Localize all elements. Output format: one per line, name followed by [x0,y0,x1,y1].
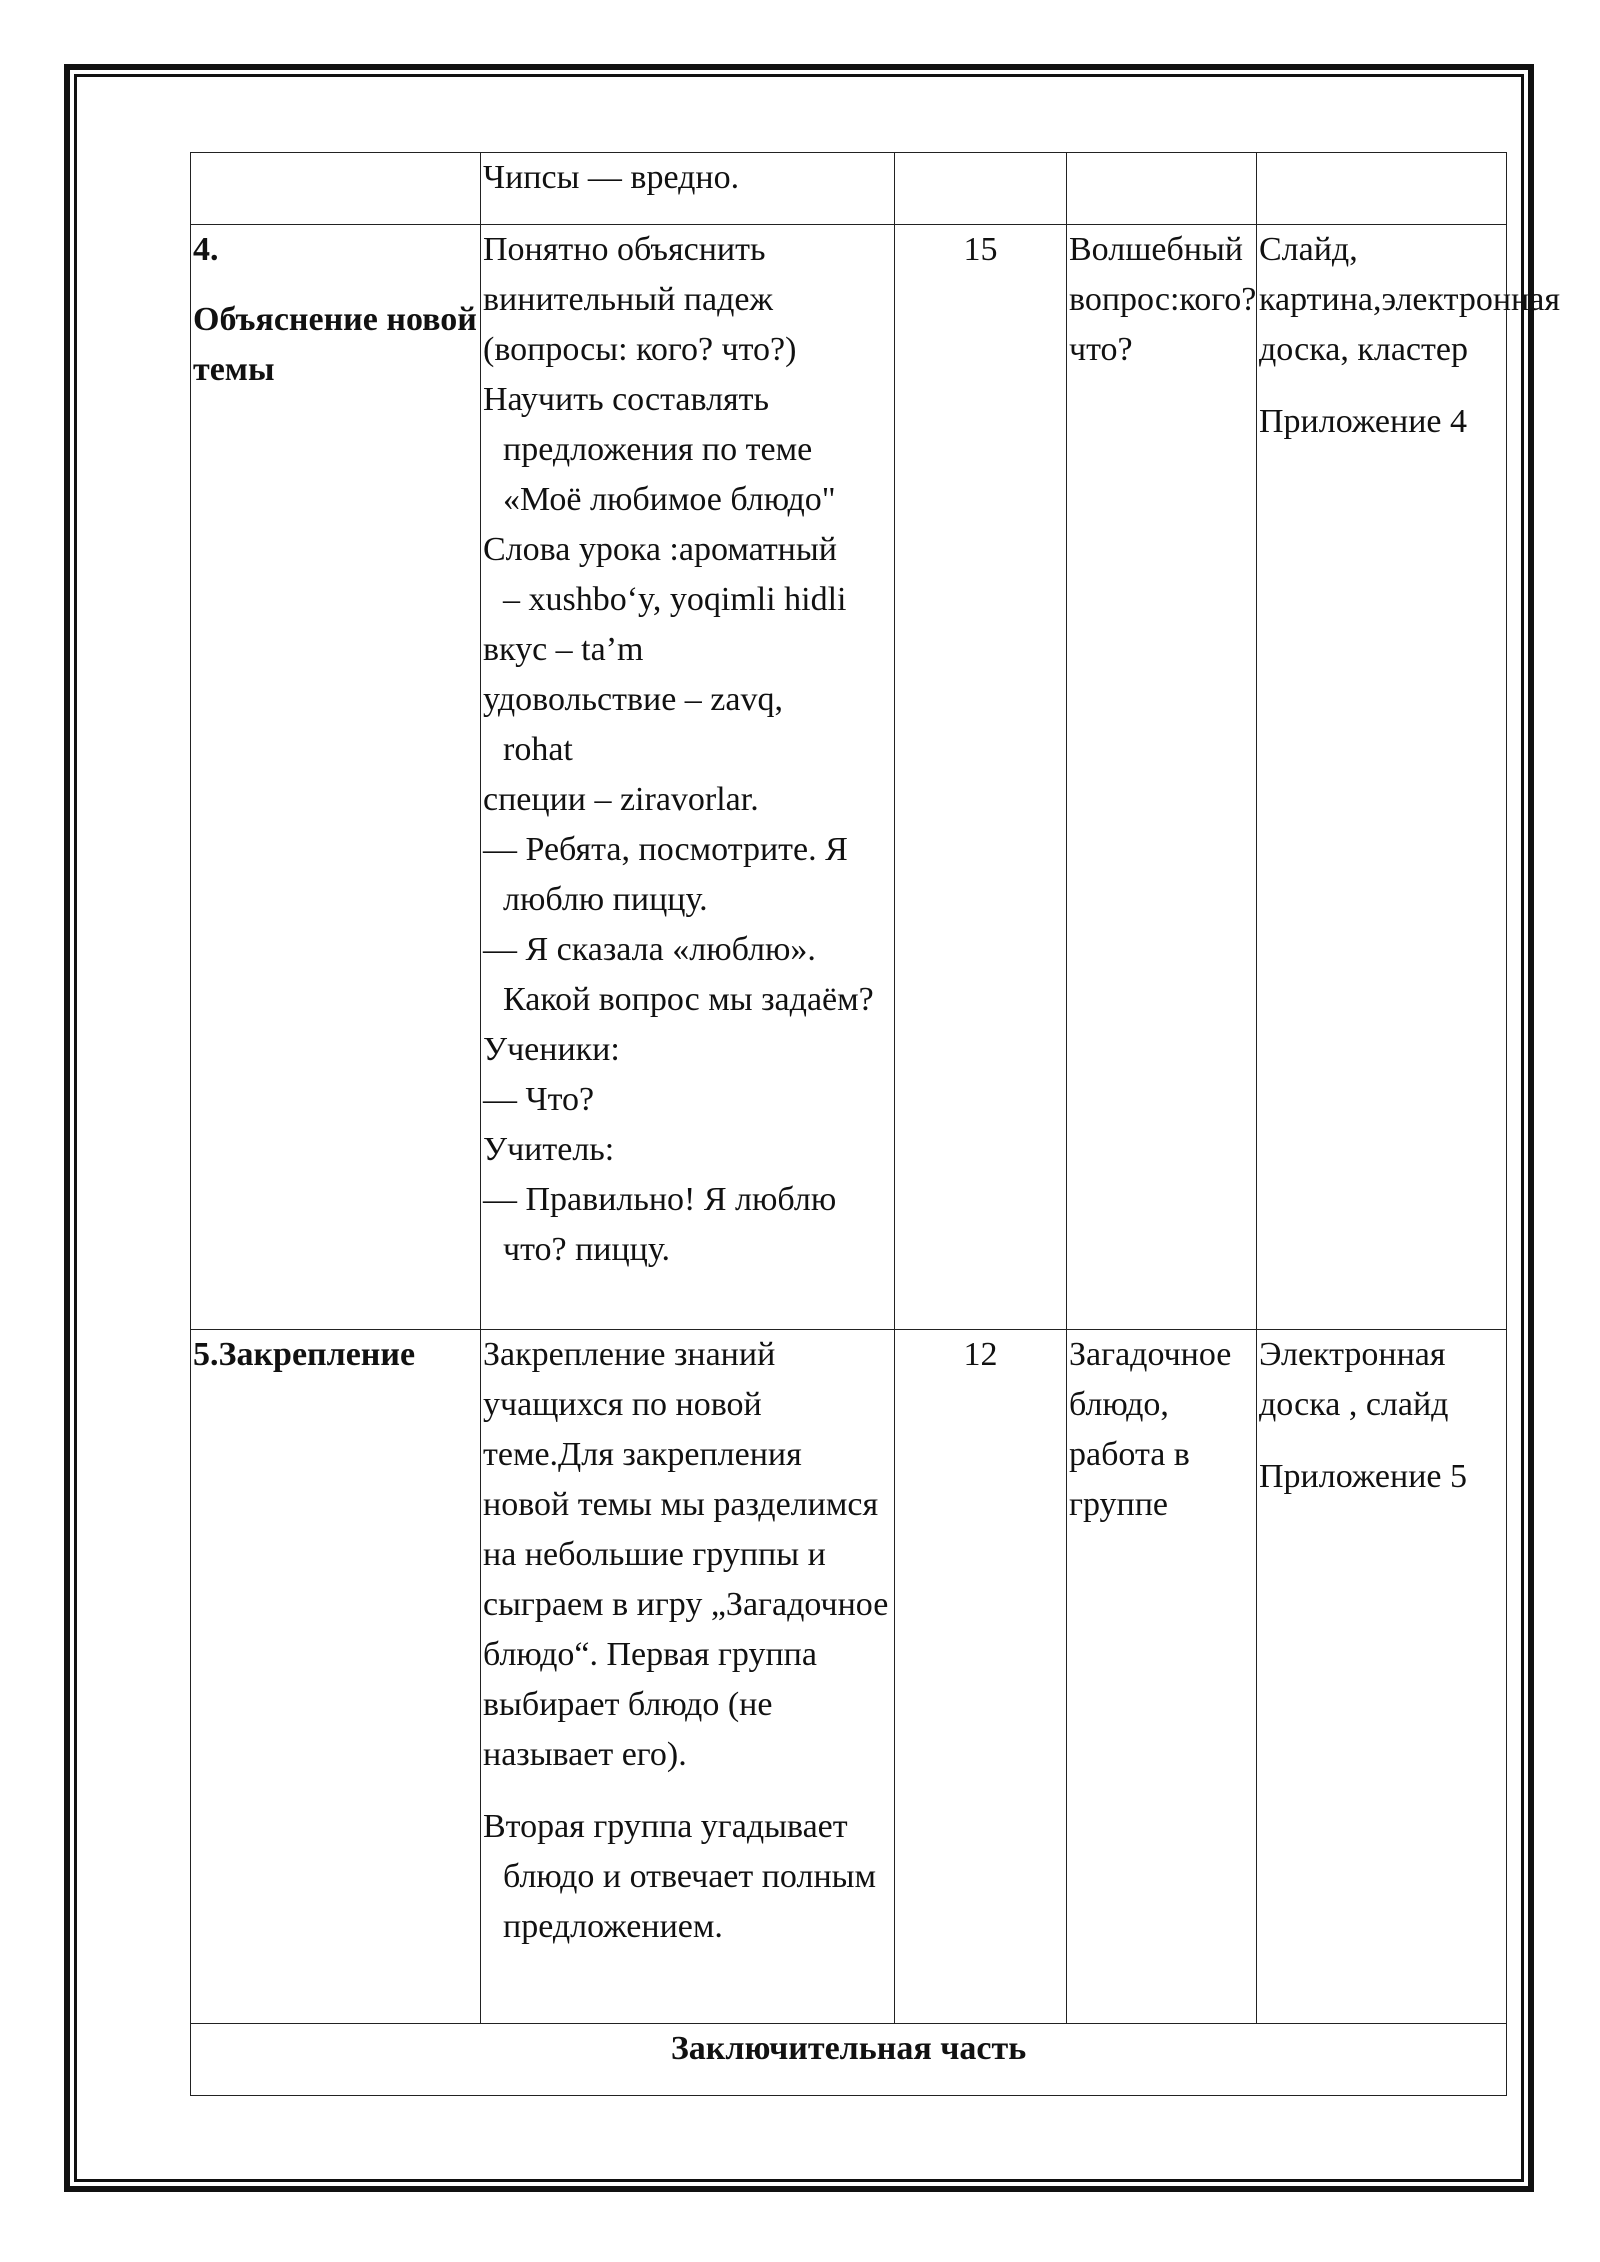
content-line: Понятно объяснить винительный падеж (вопросы: кого? что?) [483,231,797,368]
time-cell [895,225,1067,1330]
content-line: Ученики: [483,1031,620,1068]
content-line: — Ребята, посмотрите. Я [483,831,848,868]
content-line: предложения по теме «Моё любимое блюдо" [503,431,836,518]
resources-cell [1257,153,1507,225]
stage-title: Объяснение новой темы [193,301,477,388]
resources-cell [1257,225,1560,1330]
time-cell [895,153,1067,225]
method-text: Волшебный вопрос:кого? что? [1069,231,1257,368]
content-line: — Правильно! Я люблю [483,1181,837,1218]
method-cell [1067,1330,1257,2024]
content-text: Чипсы — вредно. [483,159,740,196]
content-text: Закрепление знаний учащихся по новой теме.Для закрепления новой темы мы разделимся на небольшие группы и сыграем в игру „Загадочное блюдо“. Первая группа выбирает блюдо (не называет его). [483,1336,889,1773]
method-text: Загадочное блюдо, работа в группе [1069,1336,1232,1523]
section-heading [191,2024,1507,2096]
content-line: — Что? [483,1081,595,1118]
table-row [191,225,1507,1330]
stage-cell [191,153,481,225]
time-value: 15 [963,231,998,268]
content-line: люблю пиццу. [503,881,708,918]
content-line: – xushbo‘y, yoqimli hidli [503,581,847,618]
resources-text: Электронная доска , слайд [1259,1336,1449,1423]
method-cell [1067,153,1257,225]
time-cell [895,1330,1067,2024]
resources-cell [1257,1330,1507,2024]
table-row [191,153,1507,225]
content-cell [481,1330,895,2024]
content-text: Вторая группа угадывает [483,1808,848,1845]
appendix-ref: Приложение 5 [1259,1458,1467,1495]
content-line: что? пиццу. [503,1231,670,1268]
stage-number: 4. [193,231,219,268]
lesson-plan-table [190,152,1560,2096]
method-cell [1067,225,1257,1330]
appendix-ref: Приложение 4 [1259,403,1467,440]
table-row [191,1330,1507,2024]
content-line: удовольствие – zavq, [483,681,783,718]
content-cell [481,225,895,1330]
section-heading-text: Заключительная часть [670,2030,1027,2067]
content-line: Научить составлять [483,381,770,418]
content-line: — Я сказала «люблю». [483,931,816,968]
content-cell [481,153,895,225]
time-value: 12 [963,1336,998,1373]
content-line: Какой вопрос мы задаём? [503,981,874,1018]
stage-cell [191,225,481,1330]
resources-text: Слайд, картина,электронная доска, кластер [1259,231,1560,368]
stage-cell [191,1330,481,2024]
content-line: Учитель: [483,1131,615,1168]
content-line: специи – ziravorlar. [483,781,759,818]
content-text: блюдо и отвечает полным предложением. [503,1858,877,1945]
stage-title: 5.Закрепление [193,1336,416,1373]
content-line: rohat [503,731,573,768]
content-line: вкус – ta’m [483,631,644,668]
content-line: Слова урока :ароматный [483,531,837,568]
table-row [191,2024,1507,2096]
